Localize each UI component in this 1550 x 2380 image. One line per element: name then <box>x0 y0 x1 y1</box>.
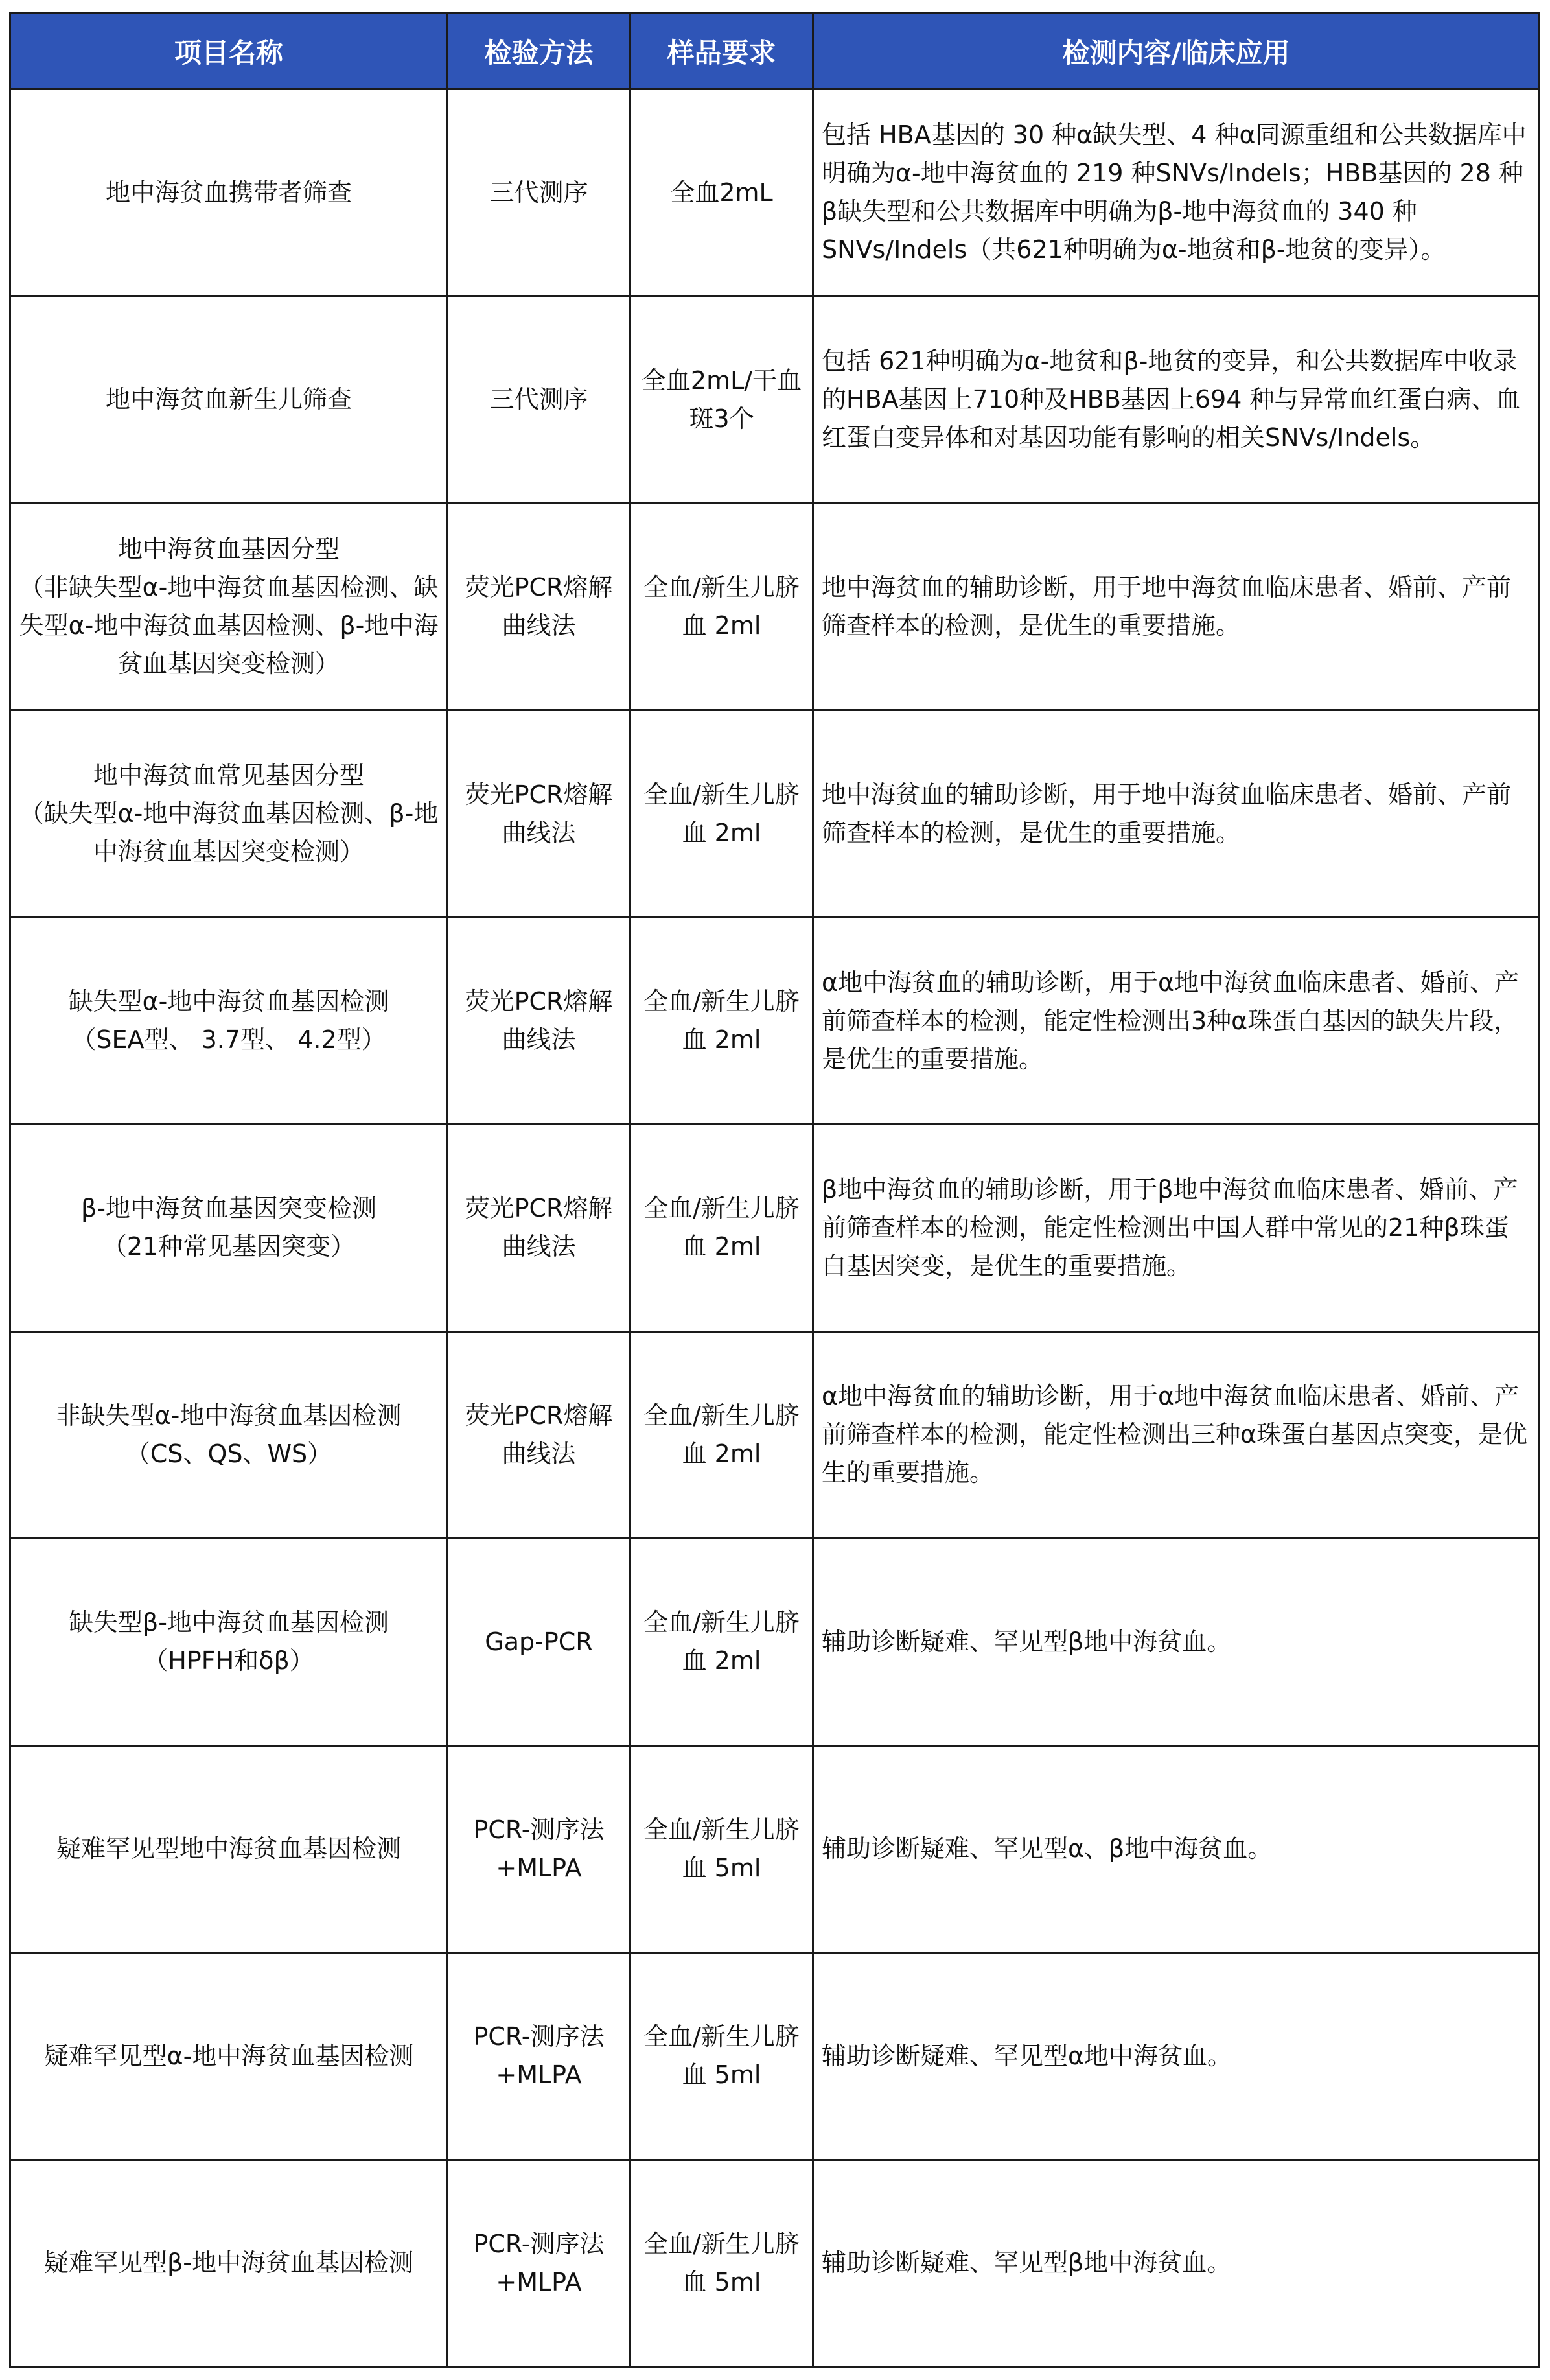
test-content-cell: 辅助诊断疑难、罕见型α地中海贫血。 <box>813 1953 1540 2160</box>
project-name: 地中海贫血基因分型 <box>117 535 340 564</box>
sample-requirement-cell: 全血/新生儿脐血 2ml <box>630 503 813 710</box>
test-content-cell: 辅助诊断疑难、罕见型α、β地中海贫血。 <box>813 1745 1540 1952</box>
project-subtitle: （SEA型、 3.7型、 4.2型） <box>71 1025 386 1055</box>
test-method-cell: 三代测序 <box>448 89 630 296</box>
project-name: 疑难罕见型β-地中海贫血基因检测 <box>44 2248 413 2278</box>
header-project-name: 项目名称 <box>10 13 448 89</box>
project-name-cell <box>10 1953 448 2160</box>
project-name: β-地中海贫血基因突变检测 <box>81 1194 376 1223</box>
table-row <box>10 917 1540 1124</box>
test-content-cell: 包括 621种明确为α-地贫和β-地贫的变异，和公共数据库中收录的HBA基因上710种及HBB基因上694 种与异常血红蛋白病、血红蛋白变异体和对基因功能有影响的相关SNVs/Indels。 <box>813 296 1540 503</box>
sample-requirement-cell: 全血/新生儿脐血 5ml <box>630 1953 813 2160</box>
project-name-cell <box>10 1125 448 1331</box>
test-method-cell: PCR-测序法+MLPA <box>448 1953 630 2160</box>
test-method-cell: 荧光PCR熔解曲线法 <box>448 917 630 1124</box>
table-row <box>10 2160 1540 2366</box>
project-name-cell <box>10 296 448 503</box>
test-content-cell: 包括 HBA基因的 30 种α缺失型、4 种α同源重组和公共数据库中明确为α-地中海贫血的 219 种SNVs/Indels；HBB基因的 28 种β缺失型和公共数据库中明确为β-地中海贫血的 340 种 SNVs/Indels（共621种明确为α-地贫和β-地贫的变异）。 <box>813 89 1540 296</box>
project-subtitle: （21种常见基因突变） <box>102 1232 356 1261</box>
table-row <box>10 503 1540 710</box>
header-test-method: 检验方法 <box>448 13 630 89</box>
test-content-cell: α地中海贫血的辅助诊断，用于α地中海贫血临床患者、婚前、产前筛查样本的检测，能定性检测出三种α珠蛋白基因点突变，是优生的重要措施。 <box>813 1331 1540 1538</box>
sample-requirement-cell: 全血/新生儿脐血 5ml <box>630 1745 813 1952</box>
test-method-cell: PCR-测序法+MLPA <box>448 2160 630 2366</box>
project-subtitle: （CS、QS、WS） <box>125 1439 332 1468</box>
test-content-cell: 辅助诊断疑难、罕见型β地中海贫血。 <box>813 1539 1540 1745</box>
sample-requirement-cell: 全血2mL <box>630 89 813 296</box>
project-name: 缺失型β-地中海贫血基因检测 <box>69 1608 389 1637</box>
test-method-cell: 三代测序 <box>448 296 630 503</box>
project-name-cell <box>10 1331 448 1538</box>
project-name-cell <box>10 503 448 710</box>
project-subtitle: （HPFH和δβ） <box>143 1646 314 1675</box>
sample-requirement-cell: 全血/新生儿脐血 2ml <box>630 710 813 917</box>
project-name: 地中海贫血新生儿筛查 <box>105 385 352 414</box>
project-name-cell <box>10 89 448 296</box>
test-content-cell: 辅助诊断疑难、罕见型β地中海贫血。 <box>813 2160 1540 2366</box>
table-row <box>10 1745 1540 1952</box>
sample-requirement-cell: 全血/新生儿脐血 2ml <box>630 917 813 1124</box>
thalassemia-test-table <box>9 12 1540 2368</box>
sample-requirement-cell: 全血/新生儿脐血 5ml <box>630 2160 813 2366</box>
table-row <box>10 1953 1540 2160</box>
header-test-content: 检测内容/临床应用 <box>813 13 1540 89</box>
header-row <box>10 13 1540 89</box>
table-row <box>10 710 1540 917</box>
test-method-cell: Gap-PCR <box>448 1539 630 1745</box>
project-subtitle: （非缺失型α-地中海贫血基因检测、缺失型α-地中海贫血基因检测、β-地中海贫血基因突变检测） <box>19 573 439 679</box>
test-method-cell: 荧光PCR熔解曲线法 <box>448 1331 630 1538</box>
test-content-cell: β地中海贫血的辅助诊断，用于β地中海贫血临床患者、婚前、产前筛查样本的检测，能定性检测出中国人群中常见的21种β珠蛋白基因突变，是优生的重要措施。 <box>813 1125 1540 1331</box>
table-row <box>10 89 1540 296</box>
project-name-cell <box>10 1539 448 1745</box>
test-method-cell: 荧光PCR熔解曲线法 <box>448 503 630 710</box>
table-row <box>10 1539 1540 1745</box>
sample-requirement-cell: 全血/新生儿脐血 2ml <box>630 1125 813 1331</box>
project-name-cell <box>10 2160 448 2366</box>
project-name: 缺失型α-地中海贫血基因检测 <box>68 987 389 1016</box>
test-content-cell: 地中海贫血的辅助诊断，用于地中海贫血临床患者、婚前、产前筛查样本的检测，是优生的重要措施。 <box>813 503 1540 710</box>
table-row <box>10 1331 1540 1538</box>
test-method-cell: 荧光PCR熔解曲线法 <box>448 1125 630 1331</box>
project-name: 非缺失型α-地中海贫血基因检测 <box>56 1401 402 1430</box>
sample-requirement-cell: 全血/新生儿脐血 2ml <box>630 1539 813 1745</box>
table-row <box>10 1125 1540 1331</box>
project-name: 疑难罕见型α-地中海贫血基因检测 <box>43 2041 414 2070</box>
project-name-cell <box>10 917 448 1124</box>
sample-requirement-cell: 全血/新生儿脐血 2ml <box>630 1331 813 1538</box>
test-content-cell: 地中海贫血的辅助诊断，用于地中海贫血临床患者、婚前、产前筛查样本的检测，是优生的重要措施。 <box>813 710 1540 917</box>
project-name: 地中海贫血携带者筛查 <box>105 178 352 207</box>
test-method-cell: 荧光PCR熔解曲线法 <box>448 710 630 917</box>
project-subtitle: （缺失型α-地中海贫血基因检测、β-地中海贫血基因突变检测） <box>19 799 439 867</box>
project-name: 疑难罕见型地中海贫血基因检测 <box>56 1834 401 1863</box>
test-method-cell: PCR-测序法+MLPA <box>448 1745 630 1952</box>
test-content-cell: α地中海贫血的辅助诊断，用于α地中海贫血临床患者、婚前、产前筛查样本的检测，能定性检测出3种α珠蛋白基因的缺失片段，是优生的重要措施。 <box>813 917 1540 1124</box>
sample-requirement-cell: 全血2mL/干血斑3个 <box>630 296 813 503</box>
project-name-cell <box>10 1745 448 1952</box>
project-name-cell <box>10 710 448 917</box>
table-row <box>10 296 1540 503</box>
project-name: 地中海贫血常见基因分型 <box>93 761 364 790</box>
header-sample-requirement: 样品要求 <box>630 13 813 89</box>
